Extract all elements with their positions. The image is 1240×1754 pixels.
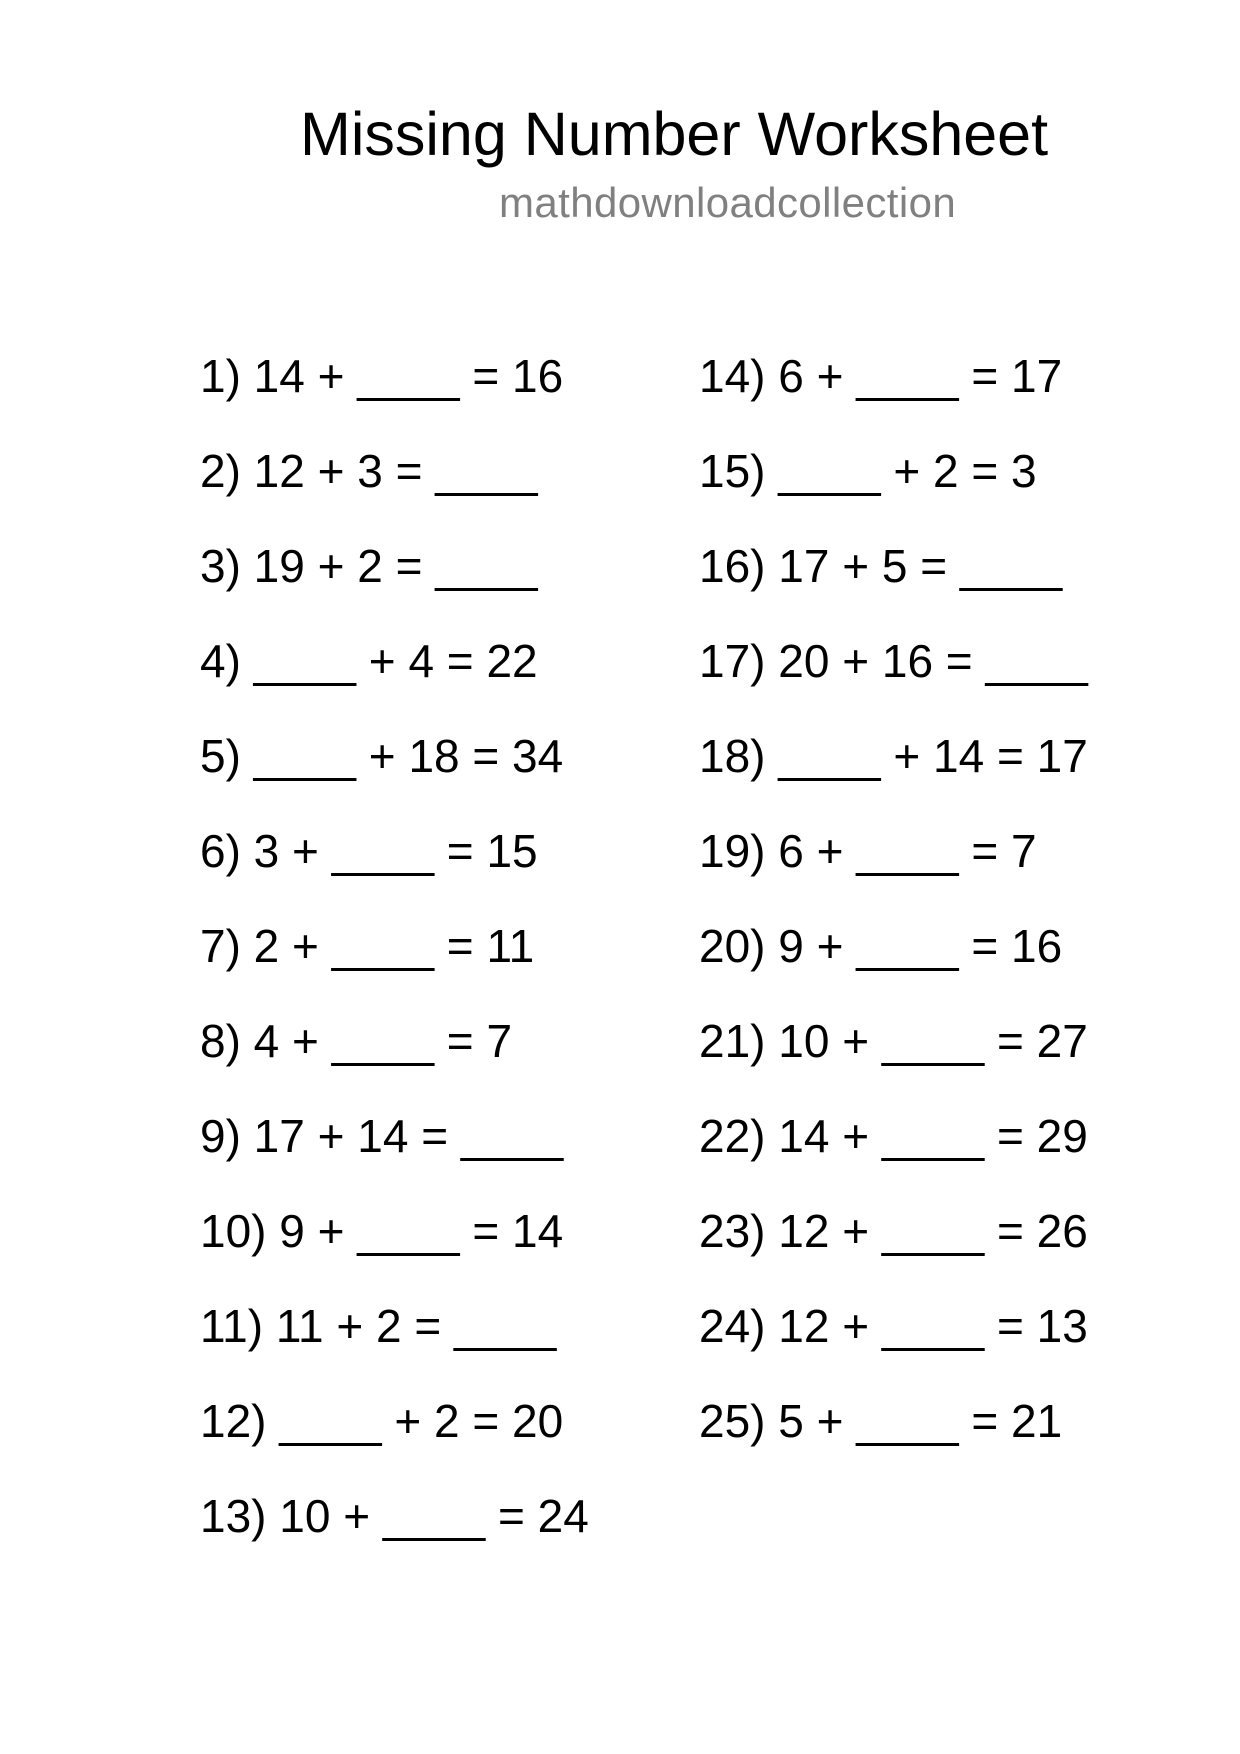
problem-19[interactable]: 19) 6 + ____ = 7: [699, 825, 1037, 877]
problem-7[interactable]: 7) 2 + ____ = 11: [200, 920, 535, 972]
problem-18[interactable]: 18) ____ + 14 = 17: [699, 730, 1088, 782]
worksheet-title: Missing Number Worksheet: [300, 100, 1049, 168]
problem-9[interactable]: 9) 17 + 14 = ____: [200, 1110, 564, 1162]
problem-6[interactable]: 6) 3 + ____ = 15: [200, 825, 538, 877]
problem-12[interactable]: 12) ____ + 2 = 20: [200, 1395, 564, 1447]
problem-4[interactable]: 4) ____ + 4 = 22: [200, 635, 538, 687]
problem-25[interactable]: 25) 5 + ____ = 21: [699, 1395, 1063, 1447]
problem-8[interactable]: 8) 4 + ____ = 7: [200, 1015, 513, 1067]
problem-22[interactable]: 22) 14 + ____ = 29: [699, 1110, 1088, 1162]
problem-3[interactable]: 3) 19 + 2 = ____: [200, 540, 538, 592]
problem-15[interactable]: 15) ____ + 2 = 3: [699, 445, 1037, 497]
problem-24[interactable]: 24) 12 + ____ = 13: [699, 1300, 1088, 1352]
problem-11[interactable]: 11) 11 + 2 = ____: [200, 1300, 557, 1352]
problem-1[interactable]: 1) 14 + ____ = 16: [200, 350, 564, 402]
problem-10[interactable]: 10) 9 + ____ = 14: [200, 1205, 564, 1257]
problem-5[interactable]: 5) ____ + 18 = 34: [200, 730, 564, 782]
problem-23[interactable]: 23) 12 + ____ = 26: [699, 1205, 1088, 1257]
problem-21[interactable]: 21) 10 + ____ = 27: [699, 1015, 1088, 1067]
problem-13[interactable]: 13) 10 + ____ = 24: [200, 1490, 589, 1542]
problem-2[interactable]: 2) 12 + 3 = ____: [200, 445, 538, 497]
problem-17[interactable]: 17) 20 + 16 = ____: [699, 635, 1088, 687]
worksheet-source: mathdownloadcollection: [499, 179, 957, 226]
problem-20[interactable]: 20) 9 + ____ = 16: [699, 920, 1063, 972]
problem-14[interactable]: 14) 6 + ____ = 17: [699, 350, 1063, 402]
problem-16[interactable]: 16) 17 + 5 = ____: [699, 540, 1063, 592]
